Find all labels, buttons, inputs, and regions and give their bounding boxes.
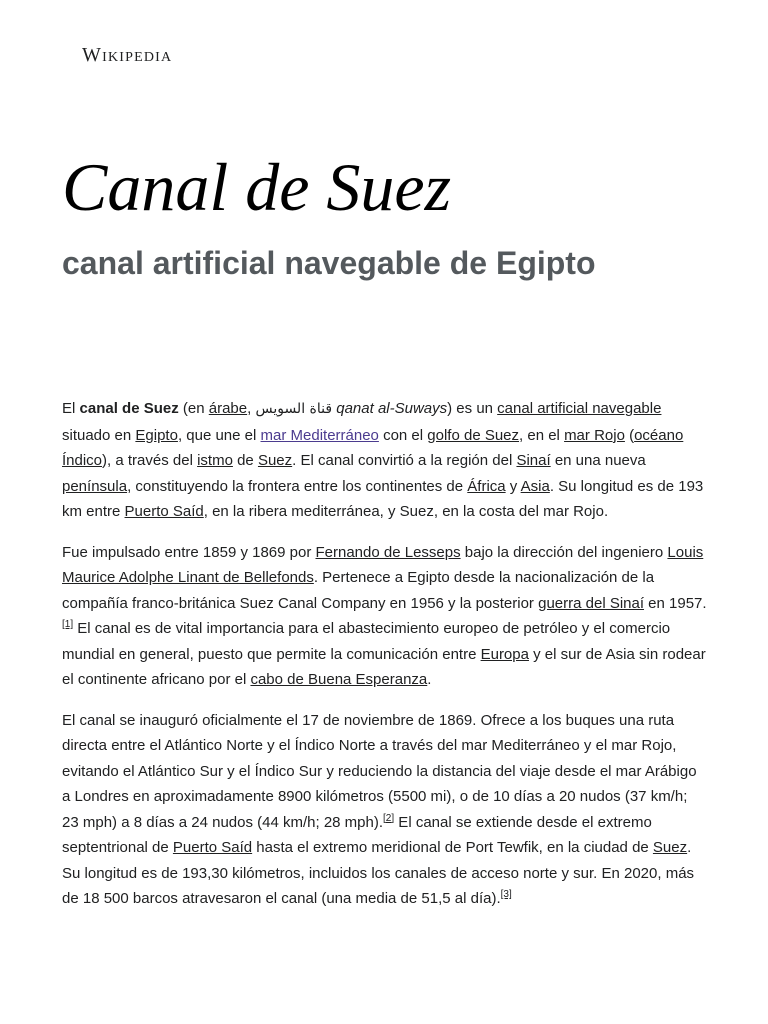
paragraph-inauguration [62, 708, 708, 912]
link-sinai[interactable]: Sinaí [516, 452, 551, 469]
text: El canal es de vital importancia para el abastecimiento europeo de petróleo y el comercio mundial en general, puesto que permite la comunicación entre [62, 620, 671, 663]
reference-1-link[interactable]: [1] [62, 619, 74, 630]
link-mar-mediterraneo[interactable]: mar Mediterráneo [260, 426, 379, 444]
reference-marker[interactable] [501, 889, 512, 900]
text: y el sur de Asia sin rodear el continente africano por el [62, 645, 706, 688]
text: , en la ribera mediterránea, y Suez, en la costa del mar Rojo. [203, 503, 609, 520]
text: . El canal convirtió a la región del [292, 452, 517, 469]
text: , que une el [177, 426, 261, 444]
text: de [232, 452, 258, 469]
link-canal-artificial[interactable]: canal artificial navegable [497, 400, 662, 417]
link-guerra-del-sinai[interactable]: guerra del Sinaí [538, 594, 645, 612]
text: ( [624, 426, 635, 444]
text: El canal se extiende desde el extremo septentrional de [62, 813, 652, 856]
text: bajo la dirección del ingeniero [460, 543, 668, 561]
link-europa[interactable]: Europa [480, 645, 529, 663]
text: Fue impulsado entre 1859 y 1869 por [62, 543, 316, 561]
text: en una nueva [550, 452, 646, 469]
paragraph-intro [62, 396, 708, 525]
text: situado en [62, 426, 136, 444]
text: . Pertenece a Egipto desde la nacionalización de la compañía franco-británica Suez Canal Company en 1956 y la posterior [62, 569, 655, 612]
arabic-name: قناة السويس [255, 401, 333, 417]
link-arabe[interactable]: árabe [208, 400, 248, 417]
text: . Su longitud es de 193,30 kilómetros, incluidos los canales de acceso norte y sur. En 2020, más de 18 500 barcos atravesaron el canal (una media de 51,5 al día). [62, 839, 695, 907]
text: , en el [519, 426, 565, 444]
reference-3-link[interactable]: [3] [500, 889, 512, 900]
text: (en [178, 400, 209, 417]
link-asia[interactable]: Asia [520, 477, 550, 495]
text: ) es un [447, 400, 498, 417]
reference-marker[interactable] [383, 813, 394, 824]
link-suez[interactable]: Suez [257, 452, 293, 469]
text: hasta el extremo meridional de Port Tewfik, en la ciudad de [252, 839, 653, 856]
text: en 1957. [644, 594, 707, 612]
link-mar-rojo[interactable]: mar Rojo [564, 426, 625, 444]
text: y [505, 477, 521, 495]
text: . Su longitud es de 193 km entre [62, 477, 704, 520]
text: , [247, 400, 256, 417]
link-golfo-de-suez[interactable]: golfo de Suez [427, 426, 520, 444]
text: con el [378, 426, 428, 444]
page-subtitle: canal artificial navegable de Egipto [62, 245, 596, 281]
page-title: Canal de Suez [62, 149, 452, 225]
link-istmo[interactable]: istmo [197, 452, 233, 469]
link-puerto-said[interactable]: Puerto Saíd [124, 503, 204, 520]
bold-term: canal de Suez [79, 400, 179, 417]
link-suez[interactable]: Suez [652, 839, 688, 856]
link-linant-de-bellefonds[interactable]: Louis Maurice Adolphe Linant de Bellefonds [62, 543, 704, 586]
text: El canal se inauguró oficialmente el 17 de noviembre de 1869. Ofrece a los buques una ruta directa entre el Atlántico Norte y el Índico Norte a través del mar Mediterráneo y el mar Rojo, evitando el Atlántico Sur y el Índico Sur y reduciendo la distancia del viaje desde el mar Arábigo a Londres en aproximadamente 8900 kilómetros (5500 mi), o de 10 días a 20 nudos (37 km/h; 23 mph) a 8 días a 24 nudos (44 km/h; 28 mph). [62, 711, 697, 831]
article-body [62, 396, 708, 927]
link-oceano-indico[interactable]: océano Índico [62, 426, 684, 469]
reference-2-link[interactable]: [2] [383, 812, 395, 824]
text: , constituyendo la frontera entre los continentes de [127, 477, 468, 495]
link-africa[interactable]: África [467, 477, 506, 495]
link-egipto[interactable]: Egipto [135, 426, 178, 444]
text: . [427, 671, 432, 688]
transliteration: qanat al-Suways [336, 400, 448, 417]
link-fernando-de-lesseps[interactable]: Fernando de Lesseps [315, 543, 461, 561]
text: ), a través del [102, 452, 198, 469]
wikipedia-logo[interactable]: Wikipedia [82, 44, 173, 66]
link-cabo-buena-esperanza[interactable]: cabo de Buena Esperanza [250, 671, 428, 688]
paragraph-history [62, 540, 708, 693]
text: El [62, 400, 80, 417]
reference-marker[interactable] [62, 619, 73, 630]
link-puerto-said[interactable]: Puerto Saíd [172, 839, 253, 856]
link-peninsula[interactable]: península [62, 477, 128, 495]
